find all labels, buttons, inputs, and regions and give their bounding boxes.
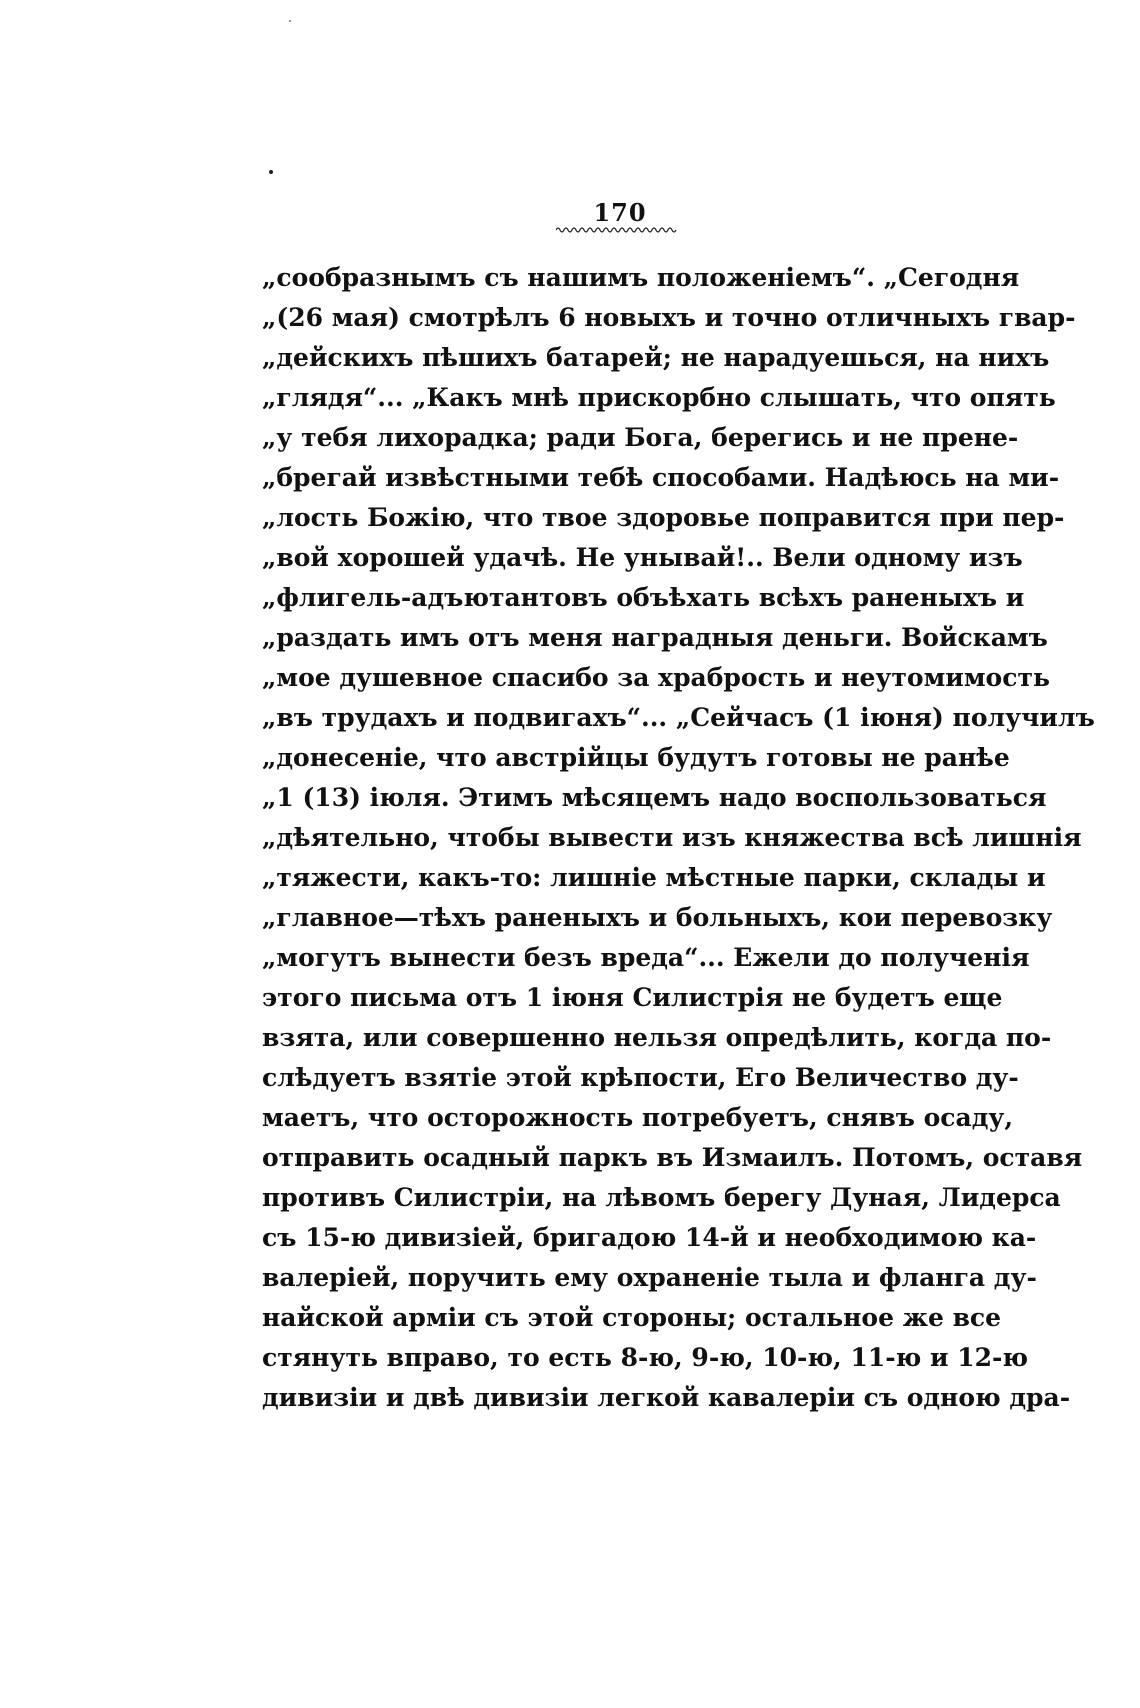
text-line: слѣдуетъ взятіе этой крѣпости, Его Величество ду-	[262, 1063, 1019, 1092]
text-line: „брегай извѣстными тебѣ способами. Надѣюсь на ми-	[262, 463, 1060, 492]
text-line: „(26 мая) смотрѣлъ 6 новыхъ и точно отличныхъ гвар-	[262, 303, 1076, 332]
text-line: „у тебя лихорадка; ради Бога, берегись и не прене-	[262, 423, 1019, 452]
text-line: валеріей, поручить ему охраненіе тыла и фланга ду-	[262, 1263, 1037, 1292]
text-line: „дѣятельно, чтобы вывести изъ княжества всѣ лишнія	[262, 823, 1082, 852]
text-line: „флигель-адъютантовъ объѣхать всѣхъ раненыхъ и	[262, 583, 1025, 612]
text-line: отправить осадный паркъ въ Измаилъ. Потомъ, оставя	[262, 1143, 1083, 1172]
text-line: „сообразнымъ съ нашимъ положеніемъ“. „Сегодня	[262, 263, 1020, 292]
text-line: „1 (13) іюля. Этимъ мѣсяцемъ надо воспользоваться	[262, 783, 1047, 812]
text-line: взята, или совершенно нельзя опредѣлить, когда по-	[262, 1023, 1052, 1052]
text-line: противъ Силистріи, на лѣвомъ берегу Дуная, Лидерса	[262, 1183, 1061, 1212]
text-line: „глядя“... „Какъ мнѣ прискорбно слышать, что опять	[262, 383, 1056, 412]
text-line: „могутъ вынести безъ вреда“... Ежели до полученія	[262, 943, 1030, 972]
text-line: „въ трудахъ и подвигахъ“... „Сейчасъ (1 іюня) получилъ	[262, 703, 1095, 732]
wavy-rule-ornament	[556, 224, 678, 234]
text-line: „мое душевное спасибо за храбрость и неутомимость	[262, 663, 1050, 692]
text-line: стянуть вправо, то есть 8-ю, 9-ю, 10-ю, 11-ю и 12-ю	[262, 1343, 1028, 1372]
scan-speck	[289, 20, 291, 22]
text-line: этого письма отъ 1 іюня Силистрія не будетъ еще	[262, 983, 1003, 1012]
text-line: „лость Божію, что твое здоровье поправится при пер-	[262, 503, 1065, 532]
text-line: „раздать имъ отъ меня наградныя деньги. Войскамъ	[262, 623, 1048, 652]
text-line: дивизіи и двѣ дивизіи легкой кавалеріи съ одною дра-	[262, 1383, 1071, 1412]
text-line: „донесеніе, что австрійцы будутъ готовы не ранѣе	[262, 743, 1010, 772]
text-line: „главное—тѣхъ раненыхъ и больныхъ, кои перевозку	[262, 903, 1053, 932]
body-text	[262, 258, 1095, 1418]
text-line: найской арміи съ этой стороны; остальное же все	[262, 1303, 1002, 1332]
text-line: „дейскихъ пѣшихъ батарей; не нарадуешься, на нихъ	[262, 343, 1050, 372]
text-line: „вой хорошей удачѣ. Не унывай!.. Вели одному изъ	[262, 543, 1023, 572]
text-line: маетъ, что осторожность потребуетъ, снявъ осаду,	[262, 1103, 1014, 1132]
page-number: 170	[593, 198, 647, 227]
ink-dot	[269, 170, 273, 174]
text-line: „тяжести, какъ-то: лишніе мѣстные парки, склады и	[262, 863, 1046, 892]
text-line: съ 15-ю дивизіей, бригадою 14-й и необходимою ка-	[262, 1223, 1037, 1252]
